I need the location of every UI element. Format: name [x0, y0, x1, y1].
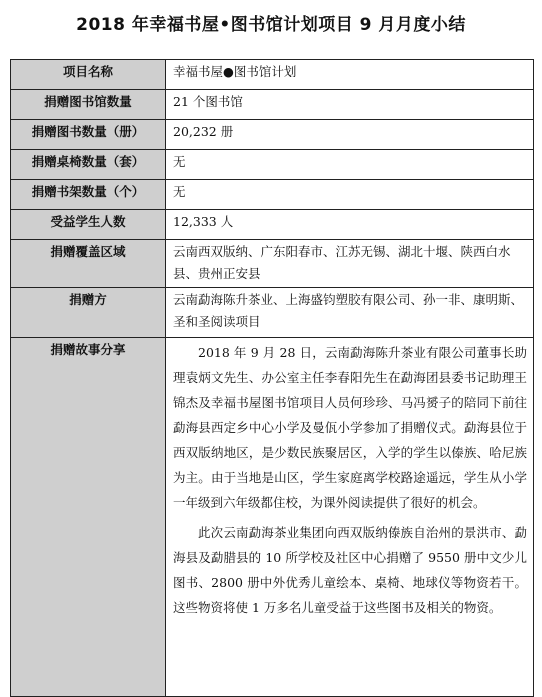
row-value: 21 个图书馆 [166, 90, 534, 120]
row-value: 云南勐海陈升茶业、上海盛钧塑胶有限公司、孙一非、康明斯、圣和圣阅读项目 [166, 288, 534, 338]
row-label: 捐赠书架数量（个） [11, 180, 166, 210]
row-label: 捐赠桌椅数量（套） [11, 150, 166, 180]
table-row-coverage-area [11, 240, 534, 288]
table-row-student-count [11, 210, 534, 240]
row-value: 云南西双版纳、广东阳春市、江苏无锡、湖北十堰、陕西白水县、贵州正安县 [166, 240, 534, 288]
table-row-project-name [11, 60, 534, 90]
row-value: 幸福书屋●图书馆计划 [166, 60, 534, 90]
row-value: 20,232 册 [166, 120, 534, 150]
table-row-shelf-count [11, 180, 534, 210]
story-content [166, 338, 534, 697]
table-row-library-count [11, 90, 534, 120]
row-label: 捐赠图书数量（册） [11, 120, 166, 150]
document-title: 2018 年幸福书屋•图书馆计划项目 9 月月度小结 [76, 15, 466, 35]
row-label: 受益学生人数 [11, 210, 166, 240]
table-row-story [11, 338, 534, 697]
row-label: 项目名称 [11, 60, 166, 90]
row-label: 捐赠方 [11, 288, 166, 338]
row-label: 捐赠图书馆数量 [11, 90, 166, 120]
summary-table-container [10, 59, 533, 697]
story-paragraph: 2018 年 9 月 28 日，云南勐海陈升茶业有限公司董事长助理袁炳文先生、办公室主任李春阳先生在勐海团县委书记助理王锦杰及幸福书屋图书馆项目人员何珍珍、马冯赟子的陪同下前往勐海县西定乡中心小学及曼佤小学参加了捐赠仪式。勐海县位于西双版纳地区，是少数民族聚居区，入学的学生以傣族、哈尼族为主。由于当地是山区，学生家庭离学校路途遥远，学生从小学一年级到六年级都住校，为课外阅读提供了很好的机会。 [173, 345, 527, 510]
row-value: 无 [166, 150, 534, 180]
summary-table [10, 59, 534, 697]
row-label: 捐赠故事分享 [11, 338, 166, 697]
row-value: 12,333 人 [166, 210, 534, 240]
table-row-book-count [11, 120, 534, 150]
table-row-desk-count [11, 150, 534, 180]
table-row-donors [11, 288, 534, 338]
story-paragraph: 此次云南勐海茶业集团向西双版纳傣族自治州的景洪市、勐海县及勐腊县的 10 所学校及社区中心捐赠了 9550 册中文少儿图书、2800 册中外优秀儿童绘本、桌椅、地球仪等物资若干。这些物资将使 1 万多名儿童受益于这些图书及相关的物资。 [173, 525, 527, 615]
row-value: 无 [166, 180, 534, 210]
row-label: 捐赠覆盖区域 [11, 240, 166, 288]
